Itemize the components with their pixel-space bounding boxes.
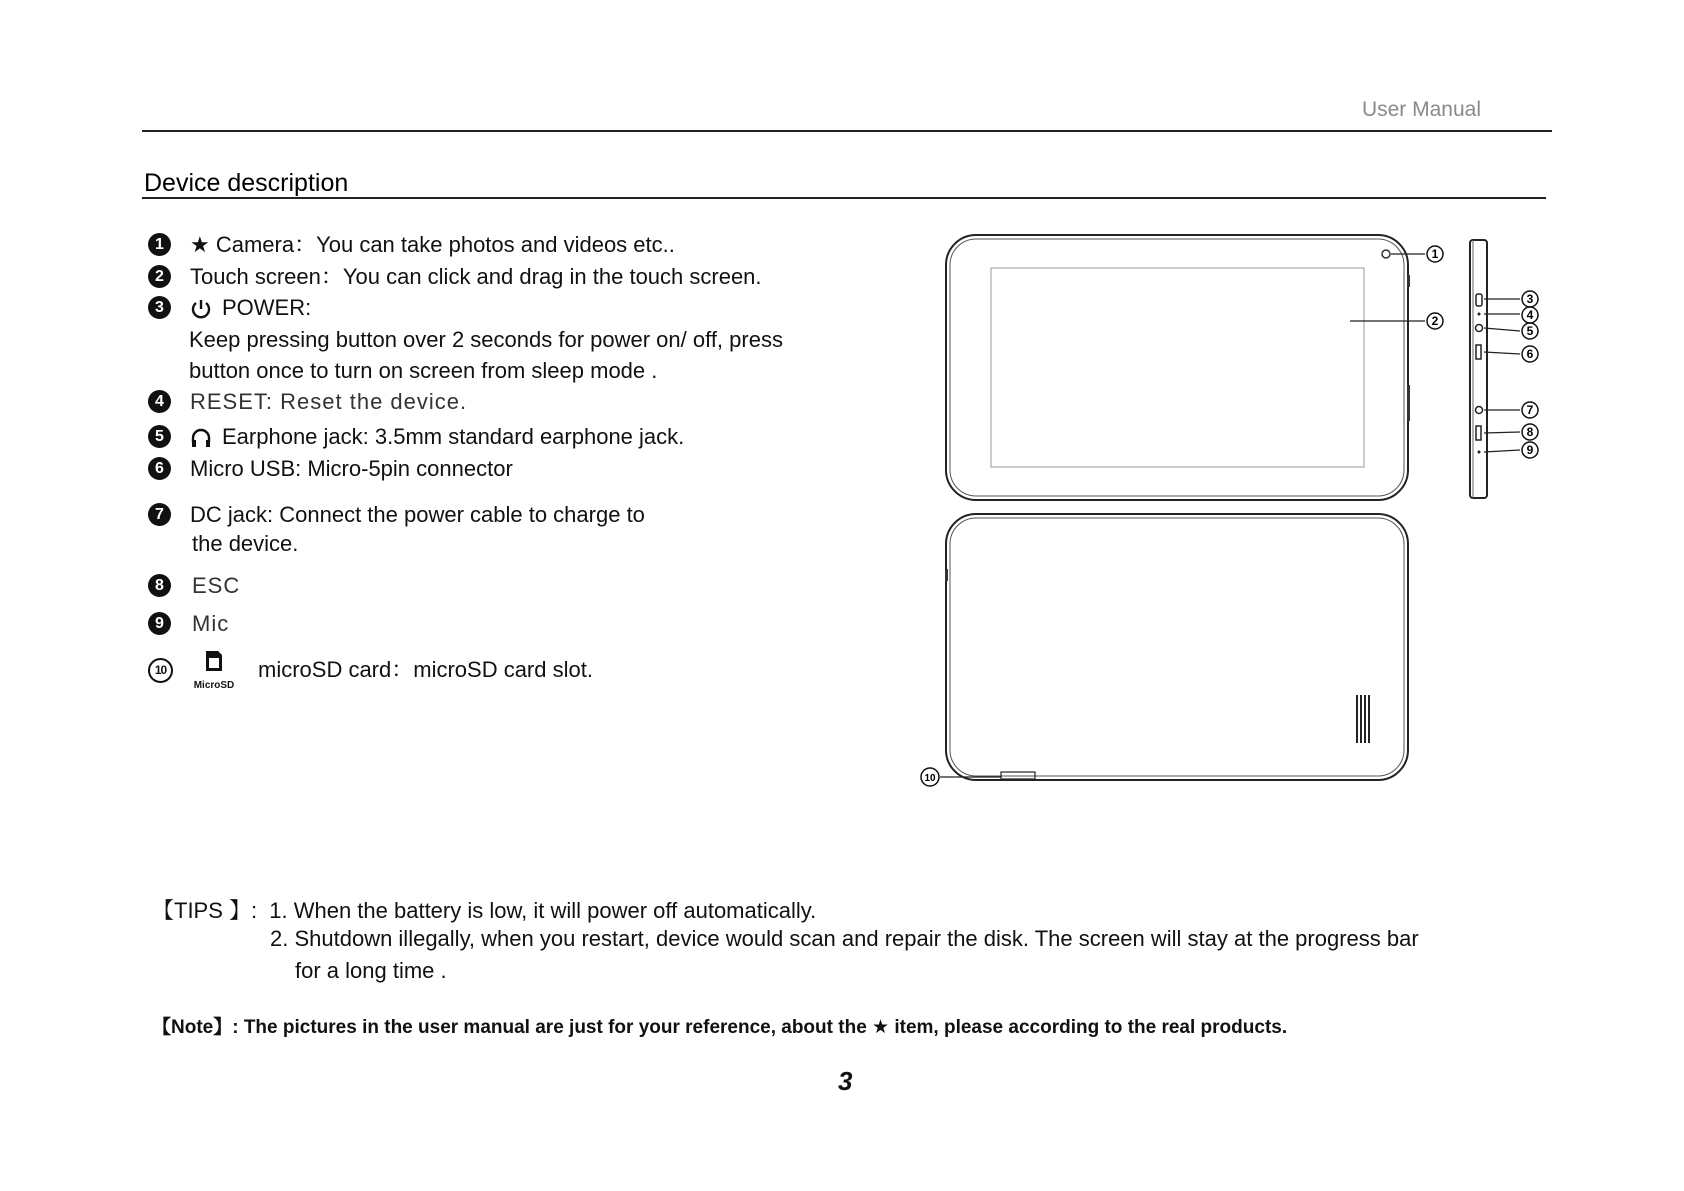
item-number: 5: [148, 425, 171, 448]
microsd-icon: [188, 649, 240, 691]
side-button: [1407, 385, 1410, 421]
diagram-label: 2: [1431, 314, 1439, 328]
item-number: 3: [148, 296, 171, 319]
tips-line-2: 2. Shutdown illegally, when you restart, device would scan and repair the disk. The screen will stay at the progress bar: [270, 926, 1419, 951]
item-number: 9: [148, 612, 171, 635]
header-label: User Manual: [1361, 98, 1481, 121]
diagram-label: 8: [1526, 425, 1534, 439]
diagram-label: 3: [1526, 292, 1534, 306]
camera-icon: [1382, 250, 1390, 258]
diagram-label: 5: [1526, 324, 1534, 338]
item-number: 2: [148, 265, 171, 288]
tips-line-1: [152, 896, 816, 926]
tips-text-1: 1. When the battery is low, it will power off automatically.: [269, 898, 817, 923]
diagram-label: 4: [1526, 308, 1534, 322]
item-text: Micro USB: Micro-5pin connector: [190, 456, 513, 481]
device-diagram: [910, 225, 1560, 795]
item-text: microSD card：microSD card slot.: [258, 657, 593, 682]
item-text: Earphone jack: 3.5mm standard earphone jack.: [222, 424, 685, 449]
item-number: 4: [148, 390, 171, 413]
item-power-detail-1: Keep pressing button over 2 seconds for power on/ off, press: [189, 327, 783, 352]
headphone-icon: [190, 427, 212, 449]
microsd-icon-label: MicroSD: [193, 680, 235, 691]
tips-line-3: for a long time .: [295, 958, 447, 983]
item-number: 1: [148, 233, 171, 256]
header-rule: [142, 130, 1552, 132]
diagram-label: 10: [924, 773, 936, 784]
item-text: ESC: [192, 573, 241, 598]
diagram-label: 7: [1526, 403, 1534, 417]
page-number: 3: [838, 1066, 853, 1096]
speaker-grille-icon: [1356, 695, 1370, 743]
item-number: 6: [148, 457, 171, 480]
diagram-label: 6: [1526, 347, 1534, 361]
item-number: 7: [148, 503, 171, 526]
item-text: RESET: Reset the device.: [190, 389, 468, 414]
item-text: Mic: [192, 611, 230, 636]
item-number: 10: [148, 658, 173, 683]
item-text: POWER:: [222, 295, 312, 320]
touch-screen-area: [991, 268, 1364, 467]
item-text: ★ Camera：You can take photos and videos etc..: [190, 232, 675, 257]
tablet-front-outline: [946, 235, 1408, 500]
item-text: Touch screen：You can click and drag in the touch screen.: [190, 264, 762, 289]
tips-label: 【TIPS 】:: [152, 898, 258, 923]
power-icon: [190, 298, 212, 320]
tablet-front-bezel: [950, 239, 1404, 496]
section-title: Device description: [144, 169, 349, 197]
section-rule: [142, 197, 1546, 199]
item-dc-jack-detail: the device.: [192, 531, 299, 556]
item-power-detail-2: button once to turn on screen from sleep mode .: [189, 358, 658, 383]
item-text: DC jack: Connect the power cable to charge to: [190, 502, 645, 527]
note-text: 【Note】: The pictures in the user manual are just for your reference, about the ★ item, please according to the real products.: [152, 1017, 1288, 1038]
tablet-back-outline: [946, 514, 1408, 780]
item-number: 8: [148, 574, 171, 597]
side-button: [1407, 275, 1410, 287]
diagram-label: 1: [1431, 247, 1439, 261]
diagram-label: 9: [1526, 443, 1534, 457]
